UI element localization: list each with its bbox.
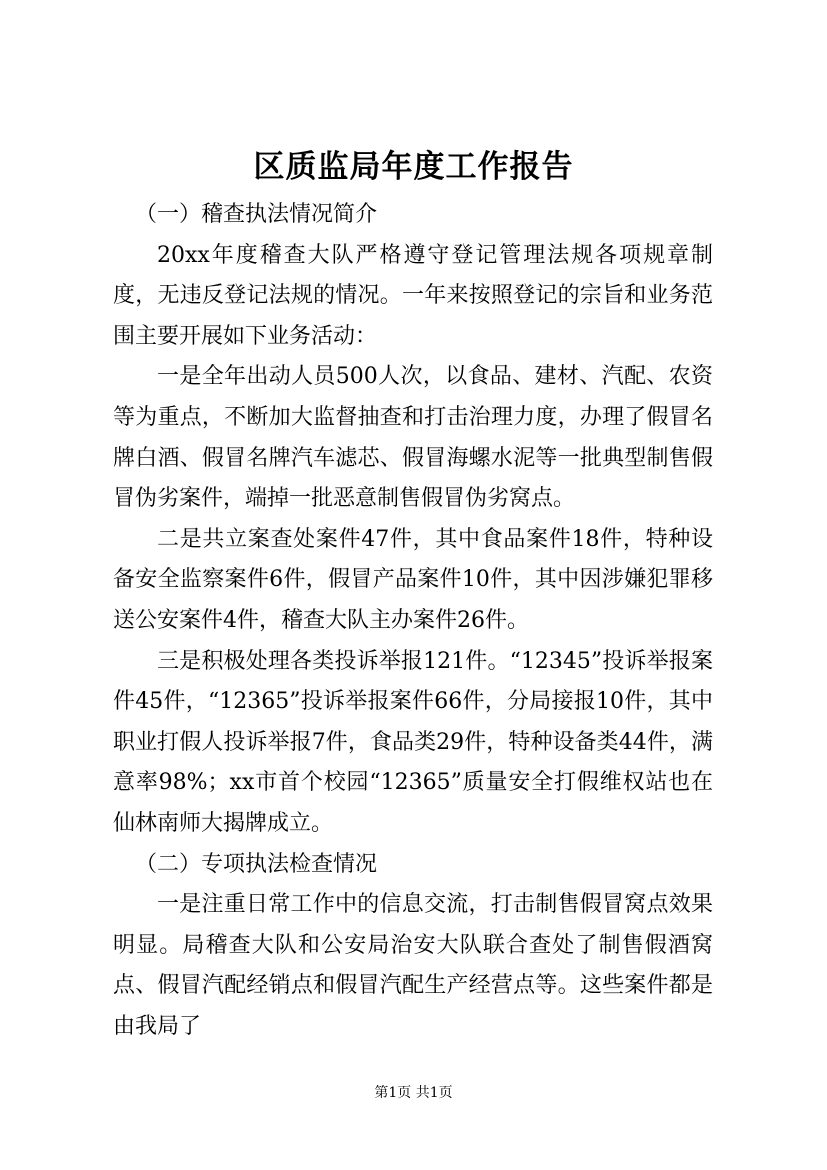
document-body	[113, 195, 713, 1047]
paragraph-item-3: 三是积极处理各类投诉举报121件。“12345”投诉举报案件45件，“12365”投诉举报案件66件，分局接报10件，其中职业打假人投诉举报7件，食品类29件，特种设备类44件，满意率98%；xx市首个校园“12365”质量安全打假维权站也在仙林南师大揭牌成立。	[113, 648, 713, 836]
paragraph-item-4: 一是注重日常工作中的信息交流，打击制售假冒窝点效果明显。局稽查大队和公安局治安大队联合查处了制售假酒窝点、假冒汽配经销点和假冒汽配生产经营点等。这些案件都是由我局了	[113, 892, 713, 1039]
section-heading-1: （一）稽查执法情况简介	[135, 202, 378, 227]
page-footer: 第1页 共1页	[374, 1085, 453, 1101]
paragraph-item-2: 二是共立案查处案件47件，其中食品案件18件，特种设备安全监察案件6件，假冒产品案件10件，其中因涉嫌犯罪移送公安案件4件，稽查大队主办案件26件。	[113, 526, 713, 633]
document-title: 区质监局年度工作报告	[253, 149, 574, 185]
paragraph-intro: 20xx年度稽查大队严格遵守登记管理法规各项规章制度，无违反登记法规的情况。一年来按照登记的宗旨和业务范围主要开展如下业务活动：	[113, 242, 713, 349]
paragraph-item-1: 一是全年出动人员500人次，以食品、建材、汽配、农资等为重点，不断加大监督抽查和打击治理力度，办理了假冒名牌白酒、假冒名牌汽车滤芯、假冒海螺水泥等一批典型制售假冒伪劣案件，端掉一批恶意制售假冒伪劣窝点。	[113, 364, 713, 512]
section-heading-2: （二）专项执法检查情况	[135, 851, 378, 877]
